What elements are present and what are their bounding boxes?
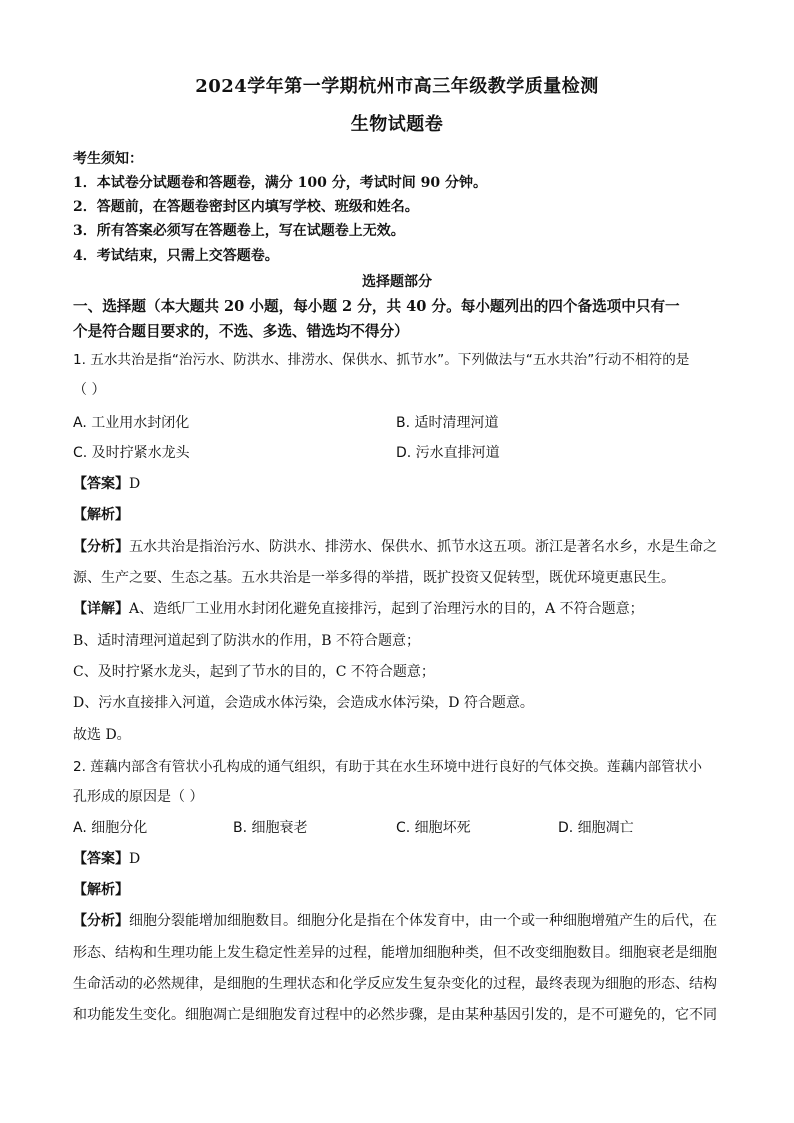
- q1-line-c: C、及时拧紧水龙头，起到了节水的目的，C 不符合题意；: [73, 664, 435, 680]
- q1-stem-line-1: 1. 五水共治是指“治污水、防洪水、排涝水、保供水、抓节水”。下列做法与“五水共治”行动不相符的是: [73, 352, 690, 368]
- xiangjie-tag: 【详解】: [73, 601, 129, 617]
- notice-item-2: 2．答题前，在答题卷密封区内填写学校、班级和姓名。: [73, 199, 419, 215]
- answer-tag: 【答案】: [73, 476, 129, 492]
- q2-fenxi-line-1: [73, 910, 717, 930]
- xiangjie-text: A、造纸厂工业用水封闭化避免直接排污，起到了治理污水的目的，A 不符合题意；: [129, 601, 644, 617]
- q1-line-d: D、污水直接排入河道，会造成水体污染，会造成水体污染，D 符合题意。: [73, 695, 534, 711]
- q1-option-b: B. 适时清理河道: [396, 415, 499, 431]
- q1-stem-line-2: （ ）: [73, 382, 106, 398]
- section-title: 选择题部分: [362, 274, 432, 290]
- section-intro-line-1: 一、选择题（本大题共 20 小题，每小题 2 分，共 40 分。每小题列出的四个备选项中只有一: [73, 298, 680, 315]
- q2-stem-line-1: 2. 莲藕内部含有管状小孔构成的通气组织，有助于其在水生环境中进行良好的气体交换。莲藕内部管状小: [73, 759, 703, 775]
- q2-option-d: D. 细胞凋亡: [558, 820, 634, 836]
- q1-option-a: A. 工业用水封闭化: [73, 415, 190, 431]
- section-intro-line-2: 个是符合题目要求的，不选、多选、错选均不得分）: [73, 323, 409, 340]
- q2-option-b: B. 细胞衰老: [233, 820, 308, 836]
- q1-option-c: C. 及时拧紧水龙头: [73, 445, 190, 461]
- q1-xiangjie-line-1: [73, 598, 644, 618]
- fenxi-tag: 【分析】: [73, 913, 129, 929]
- q2-option-a: A. 细胞分化: [73, 820, 148, 836]
- answer-tag: 【答案】: [73, 851, 129, 867]
- notice-item-3: 3．所有答案必须写在答题卷上，写在试题卷上无效。: [73, 223, 405, 239]
- q2-fenxi-line-3: 生命活动的必然规律，是细胞的生理状态和化学反应发生复杂变化的过程，最终表现为细胞的形态、结构: [73, 976, 717, 992]
- notice-heading: 考生须知：: [73, 151, 143, 167]
- q1-fenxi-line-2: 源、生产之要、生态之基。五水共治是一举多得的举措，既扩投资又促转型，既优环境更惠民生。: [73, 570, 675, 586]
- q2-option-c: C. 细胞坏死: [396, 820, 471, 836]
- q2-stem-line-2: 孔形成的原因是（ ）: [73, 789, 204, 805]
- q2-answer: [73, 848, 140, 868]
- q1-fenxi-line-1: [73, 536, 717, 556]
- fenxi-text: 细胞分裂能增加细胞数目。细胞分化是指在个体发育中，由一个或一种细胞增殖产生的后代，在: [129, 913, 717, 929]
- document-subtitle: 生物试题卷: [350, 114, 444, 135]
- q1-option-d: D. 污水直排河道: [396, 445, 500, 461]
- fenxi-text: 五水共治是指治污水、防洪水、排涝水、保供水、抓节水这五项。浙江是著名水乡，水是生命之: [129, 539, 717, 555]
- notice-item-1: 1．本试卷分试题卷和答题卷，满分 100 分，考试时间 90 分钟。: [73, 175, 487, 191]
- fenxi-tag: 【分析】: [73, 539, 129, 555]
- q2-analysis-tag: 【解析】: [73, 882, 129, 898]
- answer-value: D: [129, 476, 141, 492]
- document-title: 2024学年第一学期杭州市高三年级教学质量检测: [195, 76, 599, 97]
- notice-item-4: 4．考试结束，只需上交答题卷。: [73, 248, 279, 264]
- q1-answer: [73, 473, 140, 493]
- q1-analysis-tag: 【解析】: [73, 507, 129, 523]
- q2-fenxi-line-2: 形态、结构和生理功能上发生稳定性差异的过程，能增加细胞种类，但不改变细胞数目。细胞衰老是细胞: [73, 945, 717, 961]
- q1-conclusion: 故选 D。: [73, 727, 131, 743]
- q2-fenxi-line-4: 和功能发生变化。细胞凋亡是细胞发育过程中的必然步骤，是由某种基因引发的，是不可避免的，它不同: [73, 1007, 717, 1023]
- answer-value: D: [129, 851, 141, 867]
- q1-line-b: B、适时清理河道起到了防洪水的作用，B 不符合题意；: [73, 633, 421, 649]
